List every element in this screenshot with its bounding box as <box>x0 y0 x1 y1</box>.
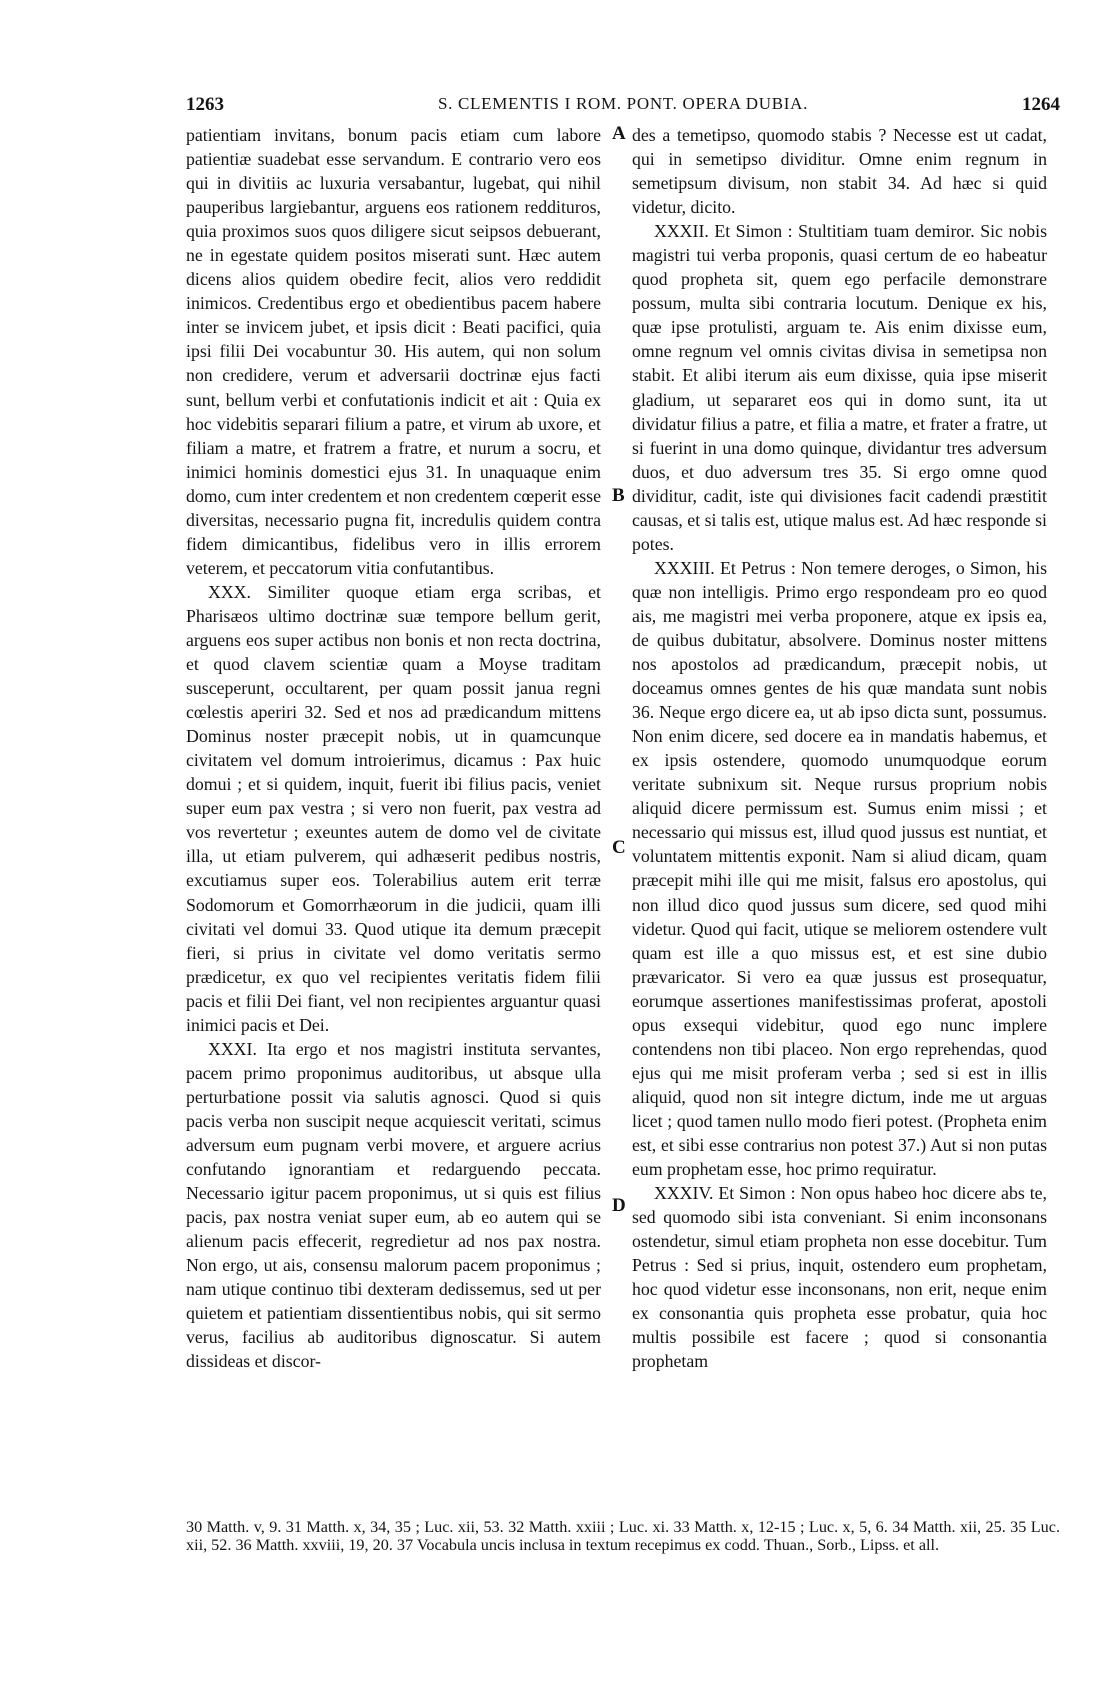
footnote-text: 30 Matth. v, 9. 31 Matth. x, 34, 35 ; Luc. xii, 53. 32 Matth. xxiii ; Luc. xi. 33 Matth. x, 12-15 ; Luc. x, 5, 6. 34 Matth. xii, 25. 35 Luc. xii, 52. 36 Matth. xxviii, 19, 20. 37 Vocabula uncis inclusa in textum recepimus ex codd. Thuan., Sorb., Lipss. et all. <box>186 1518 1060 1554</box>
left-column <box>186 123 601 1373</box>
paragraph: patientiam invitans, bonum pacis etiam cum labore patientiæ suadebat esse servandum. E contrario vero eos qui in divitiis ac luxuria versabantur, lugebat, qui nihil pauperibus largiebantur, arguens eos rationem reddituros, quia proximos suos quos diligere sicut seipsos debuerant, ne in egestate quidem positos miserati sunt. Hæc autem dicens alios quidem obedire fecit, alios vero reddidit inimicos. Credentibus ergo et obedientibus pacem habere inter se invicem jubet, et ipsis dicit : Beati pacifici, quia ipsi filii Dei vocabuntur 30. His autem, qui non solum non credidere, verum et adversarii doctrinæ ejus facti sunt, bellum verbi et confutationis indicit et ait : Quia ex hoc videbitis separari filium a patre, et virum ab uxore, et filiam a matre, et fratrem a fratre, et nurum a socru, et inimici hominis domestici ejus 31. In unaquaque enim domo, cum inter credentem et non credentem cœperit esse diversitas, necessario pugna fit, incredulis quidem contra fidem dimicantibus, fidelibus vero in illis errorem veterem, et peccatorum vitia confutantibus. <box>186 125 601 578</box>
margin-letter-b: B <box>612 485 625 506</box>
paragraph: XXXII. Et Simon : Stultitiam tuam demiror. Sic nobis magistri tui verba proponis, quasi certum de eo habeatur quod propheta sit, quem ego perfacile demonstrare possum, multa sibi contraria locutum. Denique ex his, quæ ipse protulisti, arguam te. Ais enim dixisse eum, omne regnum vel omnis civitas divisa in semetipsa non stabit. Et alibi iterum ais eum dixisse, quia ipse miserit gladium, ut separaret eos qui in domo sunt, ita ut dividatur filius a patre, et filia a matre, et frater a fratre, ut si fuerint in una domo quinque, dividantur tres adversum duos, et duo adversum tres 35. Si ergo omne quod dividitur, cadit, iste qui divisiones facit cadendi præstitit causas, et si talis est, utique malus est. Ad hæc responde si potes. <box>632 221 1047 554</box>
margin-letter-c: C <box>612 837 626 858</box>
paragraph: XXXIV. Et Simon : Non opus habeo hoc dicere abs te, sed quomodo sibi ista conveniant. Si enim inconsonans ostendetur, simul etiam propheta non esse docebitur. Tum Petrus : Sed si prius, inquit, ostendero eum prophetam, hoc quod videtur esse inconsonans, non erit, neque enim ex consonantia quis propheta esse probatur, quia hoc multis possibile est facere ; quod si consonantia prophetam <box>632 1183 1047 1372</box>
margin-letter-d: D <box>612 1195 626 1216</box>
running-title: S. CLEMENTIS I ROM. PONT. OPERA DUBIA. <box>437 94 809 113</box>
page-number-left: 1263 <box>186 94 224 115</box>
margin-letter-a: A <box>612 123 626 144</box>
page-number-right: 1264 <box>1022 94 1060 115</box>
footnotes <box>186 1518 1060 1554</box>
paragraph: XXX. Similiter quoque etiam erga scribas, et Pharisæos ultimo doctrinæ suæ tempore bellum gerit, arguens eos super actibus non bonis et non recta doctrina, et quod clavem scientiæ quam a Moyse traditam susceperunt, occultarent, per quam possit janua regni cœlestis aperiri 32. Sed et nos ad prædicandum mittens Dominus noster præcepit nobis, ut in quamcunque civitatem vel domum introierimus, dicamus : Pax huic domui ; et si quidem, inquit, fuerit ibi filius pacis, veniet super eum pax vestra ; si vero non fuerit, pax vestra ad vos revertetur ; exeuntes autem de domo vel de civitate illa, ut etiam pulverem, qui adhæserit pedibus nostris, excutiamus super eos. Tolerabilius autem erit terræ Sodomorum et Gomorrhæorum in die judicii, quam illi civitati vel domui 33. Quod utique ita demum præcepit fieri, si prius in civitate vel domo veritatis sermo prædicetur, ex quo vel recipientes veritatis fidem filii pacis et filii Dei fiant, vel non recipientes arguantur quasi inimici pacis et Dei. <box>186 581 601 1035</box>
paragraph: XXXI. Ita ergo et nos magistri instituta servantes, pacem primo proponimus auditoribus, ut absque ulla perturbatione possit via salutis agnosci. Quod si quis pacis verba non suscipit neque acquiescit veritati, scimus adversum eum pugnam verbi movere, et arguere acrius confutando ignorantiam et redarguendo peccata. Necessario igitur pacem proponimus, ut si quis est filius pacis, pax nostra veniat super eum, ab eo autem qui se alienum pacis effecerit, regredietur ad nos pax nostra. Non ergo, ut ais, consensu malorum pacem proponimus ; nam utique continuo tibi dexteram dedissemus, sed ut per quietem et patientiam dissentientibus nobis, qui sit sermo verus, facilius ab auditoribus dignoscatur. Si autem dissideas et discor- <box>186 1038 601 1372</box>
paragraph: XXXIII. Et Petrus : Non temere deroges, o Simon, his quæ non intelligis. Primo ergo respondeam pro eo quod ais, me magistri mei verba proponere, atque ex ipsis ea, de quibus dubitatur, absolvere. Dominus noster mittens nos apostolos ad prædicandum, præcepit nobis, ut doceamus omnes gentes de his quæ mandata sunt nobis 36. Neque ergo dicere ea, ut ab ipso dicta sunt, possumus. Non enim dicere, sed docere ea in mandatis habemus, et ex ipsis ostendere, quomodo unumquodque eorum veritate subnixum sit. Neque rursus proprium nobis aliquid dicere permissum est. Sumus enim missi ; et necessario qui missus est, illud quod jussus est nuntiat, et voluntatem mittentis exponit. Nam si aliud dicam, quam præcepit mihi ille qui me misit, falsus ero apostolus, qui non illud dico quod jussus sum dicere, sed quod mihi videtur. Quod qui facit, utique se meliorem ostendere vult quam est ille a quo missus est, et est sine dubio prævaricator. Si vero ea quæ jussus est prosequatur, eorumque assertiones manifestissimas proferat, apostoli opus exsequi videbitur, quod ego nunc implere contendens non tibi placeo. Non ergo reprehendas, quod ejus qui me misit proferam verba ; sed si est in illis aliquid, quod non sit integre dictum, inde me ut arguas licet ; quod tamen nullo modo fieri potest. (Propheta enim est, et sibi esse contrarius non potest 37.) Aut si non putas eum prophetam esse, hoc primo requiratur. <box>632 557 1047 1180</box>
page-header <box>186 94 1060 118</box>
right-column <box>632 123 1047 1373</box>
paragraph: des a temetipso, quomodo stabis ? Necesse est ut cadat, qui in semetipso dividitur. Omne enim regnum in semetipsum divisum, non stabit 34. Ad hæc si quid videtur, dicito. <box>632 125 1047 218</box>
